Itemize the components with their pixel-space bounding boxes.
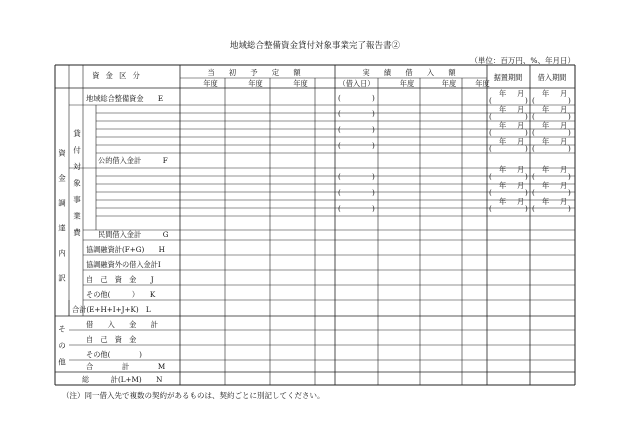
date-paren-open: ( bbox=[338, 172, 341, 181]
period-paren-close: ) bbox=[525, 144, 528, 153]
header-nendo: 年度 bbox=[475, 79, 490, 88]
date-paren-open: ( bbox=[338, 109, 341, 118]
period-paren-close: ) bbox=[525, 96, 528, 105]
period-month-mark: 月 bbox=[517, 137, 525, 146]
date-paren-close: ) bbox=[372, 109, 375, 118]
svg-text:調: 調 bbox=[58, 198, 66, 208]
period-paren-close: ) bbox=[525, 112, 528, 121]
svg-text:内: 内 bbox=[58, 248, 66, 258]
date-paren-close: ) bbox=[372, 125, 375, 134]
period-year-mark: 年 bbox=[542, 121, 550, 130]
header-tousho-yotei: 当 初 予 定 額 bbox=[207, 68, 307, 77]
date-paren-open: ( bbox=[338, 204, 341, 213]
svg-text:の: の bbox=[58, 341, 66, 350]
period-paren-open: ( bbox=[532, 96, 535, 105]
row-label-m-other: その他( ) bbox=[86, 350, 142, 359]
page-title: 地域総合整備資金貸付対象事業完了報告書② bbox=[229, 41, 400, 51]
header-nendo: 年度 bbox=[203, 79, 218, 88]
period-month-mark: 月 bbox=[517, 121, 525, 130]
header-shikin-kubun: 資 金 区 分 bbox=[92, 71, 142, 80]
period-paren-close: ) bbox=[568, 144, 571, 153]
svg-text:貸: 貸 bbox=[73, 129, 81, 139]
row-label-n: 総 計(L+M) N bbox=[82, 375, 163, 384]
date-paren-open: ( bbox=[338, 93, 341, 103]
period-paren-open: ( bbox=[489, 204, 492, 213]
period-paren-close: ) bbox=[568, 188, 571, 197]
header-nendo: 年度 bbox=[248, 79, 263, 88]
svg-text:対: 対 bbox=[73, 162, 81, 172]
period-paren-close: ) bbox=[525, 172, 528, 181]
row-label-k: その他( ） K bbox=[86, 290, 156, 299]
row-label-i: 協調融資外の借入金計I bbox=[86, 260, 161, 269]
side-label-sonota bbox=[58, 324, 66, 366]
header-shakunyubi: （借入日） bbox=[338, 79, 375, 88]
svg-text:費: 費 bbox=[73, 227, 81, 237]
period-paren-open: ( bbox=[489, 172, 492, 181]
period-paren-open: ( bbox=[532, 128, 535, 137]
date-paren-open: ( bbox=[338, 125, 341, 134]
date-paren-open: ( bbox=[338, 141, 341, 150]
period-year-mark: 年 bbox=[542, 181, 550, 190]
row-label-e: 地域総合整備資金 E bbox=[86, 94, 164, 103]
period-year-mark: 年 bbox=[499, 105, 507, 114]
svg-text:金: 金 bbox=[58, 173, 66, 183]
period-month-mark: 月 bbox=[560, 181, 568, 190]
row-label-m-loan: 借 入 金 計 bbox=[86, 320, 158, 329]
period-paren-close: ) bbox=[568, 204, 571, 213]
period-month-mark: 月 bbox=[517, 181, 525, 190]
date-paren-close: ) bbox=[372, 188, 375, 197]
period-year-mark: 年 bbox=[542, 197, 550, 206]
svg-text:他: 他 bbox=[58, 357, 66, 367]
header-nendo: 年度 bbox=[293, 79, 308, 88]
date-paren-close: ) bbox=[372, 204, 375, 213]
svg-text:資: 資 bbox=[58, 148, 66, 158]
period-month-mark: 月 bbox=[517, 89, 525, 98]
period-paren-open: ( bbox=[489, 144, 492, 153]
svg-text:訳: 訳 bbox=[58, 273, 66, 283]
date-paren-close: ) bbox=[372, 172, 375, 181]
svg-text:達: 達 bbox=[58, 223, 66, 233]
svg-text:そ: そ bbox=[58, 324, 66, 334]
header-shakunyu-kikan: 借入期間 bbox=[537, 73, 567, 82]
svg-text:象: 象 bbox=[73, 178, 81, 188]
period-paren-close: ) bbox=[525, 204, 528, 213]
period-paren-open: ( bbox=[489, 112, 492, 121]
row-label-m-own: 自 己 資 金 bbox=[86, 335, 137, 344]
period-year-mark: 年 bbox=[499, 181, 507, 190]
period-paren-open: ( bbox=[532, 204, 535, 213]
period-paren-close: ) bbox=[568, 128, 571, 137]
period-year-mark: 年 bbox=[499, 137, 507, 146]
footnote: （注）同一借入先で複数の契約があるものは、契約ごとに別記してください。 bbox=[62, 391, 325, 400]
period-month-mark: 月 bbox=[560, 165, 568, 174]
period-month-mark: 月 bbox=[517, 165, 525, 174]
header-jisseki-shakunyu: 実 績 借 入 額 bbox=[362, 68, 462, 77]
row-label-m-total: 合 計 M bbox=[86, 362, 166, 371]
header-suechi-kikan: 据置期間 bbox=[493, 73, 523, 82]
period-paren-open: ( bbox=[489, 128, 492, 137]
header-nendo: 年度 bbox=[399, 79, 415, 88]
period-month-mark: 月 bbox=[560, 89, 568, 98]
period-year-mark: 年 bbox=[499, 89, 507, 98]
header-nendo: 年度 bbox=[441, 79, 457, 88]
row-label-l: 合計(E+H+I+J+K) L bbox=[72, 305, 151, 314]
date-paren-close: ) bbox=[372, 141, 375, 150]
period-year-mark: 年 bbox=[499, 165, 507, 174]
period-paren-close: ) bbox=[568, 112, 571, 121]
period-paren-open: ( bbox=[489, 188, 492, 197]
period-month-mark: 月 bbox=[560, 137, 568, 146]
period-month-mark: 月 bbox=[517, 105, 525, 114]
period-month-mark: 月 bbox=[560, 197, 568, 206]
svg-text:事: 事 bbox=[73, 194, 81, 204]
side-label-kashitsuke-taisho bbox=[73, 128, 81, 237]
period-paren-close: ) bbox=[568, 172, 571, 181]
svg-text:付: 付 bbox=[73, 145, 81, 155]
period-year-mark: 年 bbox=[542, 105, 550, 114]
unit-note: （単位：百万円、%、年月日） bbox=[470, 56, 575, 65]
period-paren-close: ) bbox=[525, 188, 528, 197]
period-year-mark: 年 bbox=[542, 165, 550, 174]
date-paren-close: ) bbox=[372, 93, 375, 103]
period-month-mark: 月 bbox=[560, 105, 568, 114]
period-year-mark: 年 bbox=[542, 137, 550, 146]
side-label-shikin-chotatsu bbox=[58, 148, 66, 283]
date-paren-open: ( bbox=[338, 188, 341, 197]
period-year-mark: 年 bbox=[499, 121, 507, 130]
period-paren-open: ( bbox=[489, 96, 492, 105]
row-label-g: 民間借入金計 G bbox=[98, 230, 169, 239]
row-label-j: 自 己 資 金 J bbox=[86, 275, 154, 284]
period-year-mark: 年 bbox=[499, 197, 507, 206]
period-paren-close: ) bbox=[525, 128, 528, 137]
period-month-mark: 月 bbox=[517, 197, 525, 206]
period-paren-open: ( bbox=[532, 172, 535, 181]
period-paren-open: ( bbox=[532, 112, 535, 121]
period-year-mark: 年 bbox=[542, 89, 550, 98]
row-label-h: 協調融資計(F+G) H bbox=[86, 245, 165, 254]
period-paren-open: ( bbox=[532, 188, 535, 197]
period-month-mark: 月 bbox=[560, 121, 568, 130]
row-label-f: 公的借入金計 F bbox=[98, 156, 168, 165]
svg-text:業: 業 bbox=[73, 211, 81, 221]
period-paren-open: ( bbox=[532, 144, 535, 153]
period-paren-close: ) bbox=[568, 96, 571, 105]
